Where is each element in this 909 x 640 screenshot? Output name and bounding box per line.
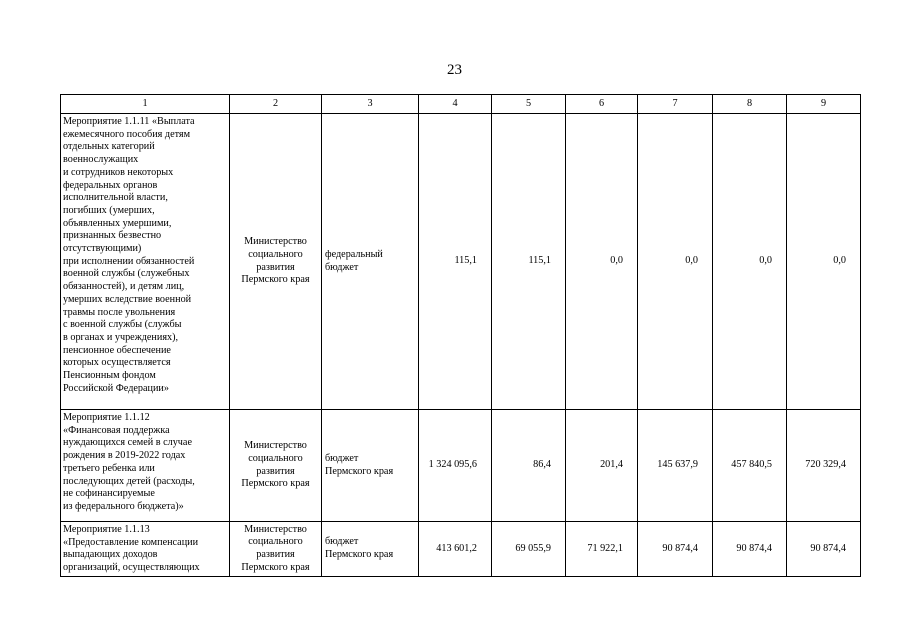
value-cell: 720 329,4 — [787, 410, 861, 522]
column-header: 1 — [61, 95, 230, 114]
page-number: 23 — [447, 62, 462, 78]
column-header: 9 — [787, 95, 861, 114]
value-cell: 0,0 — [638, 114, 713, 410]
value-cell: 69 055,9 — [492, 522, 566, 577]
column-header: 8 — [713, 95, 787, 114]
measure-cell: Мероприятие 1.1.11 «Выплата ежемесячного пособия детям отдельных категорий военнослужащих и сотрудников некоторых федеральных органов исполнительной власти, погибших (умерших, объявленных умершими, признанных безвестно отсутствующими) при исполнении обязанностей военной службы (служебных обязанностей), и детям лиц, умерших вследствие военной травмы после увольнения с военной службы (службы в органах и учреждениях), пенсионное обеспечение которых осуществляется Пенсионным фондом Российской Федерации» — [61, 114, 230, 410]
column-header: 5 — [492, 95, 566, 114]
table-row — [61, 114, 861, 410]
value-cell: 115,1 — [419, 114, 492, 410]
value-cell: 90 874,4 — [787, 522, 861, 577]
funding-source-cell: бюджет Пермского края — [322, 410, 419, 522]
column-header: 2 — [230, 95, 322, 114]
measure-cell: Мероприятие 1.1.12 «Финансовая поддержка нуждающихся семей в случае рождения в 2019-2022 годах третьего ребенка или последующих детей (расходы, не софинансируемые из федерального бюджета)» — [61, 410, 230, 522]
value-cell: 145 637,9 — [638, 410, 713, 522]
column-header: 3 — [322, 95, 419, 114]
value-cell: 0,0 — [787, 114, 861, 410]
funding-source-cell: федеральный бюджет — [322, 114, 419, 410]
table-row — [61, 522, 861, 577]
funding-source-cell: бюджет Пермского края — [322, 522, 419, 577]
executor-cell: Министерство социального развития Пермского края — [230, 410, 322, 522]
column-header: 4 — [419, 95, 492, 114]
value-cell: 90 874,4 — [638, 522, 713, 577]
measure-cell: Мероприятие 1.1.13 «Предоставление компенсации выпадающих доходов организаций, осуществляющих — [61, 522, 230, 577]
value-cell: 1 324 095,6 — [419, 410, 492, 522]
program-measures-table — [60, 94, 861, 577]
value-cell: 0,0 — [566, 114, 638, 410]
header-row — [61, 95, 861, 114]
column-header: 7 — [638, 95, 713, 114]
value-cell: 0,0 — [713, 114, 787, 410]
table-row — [61, 410, 861, 522]
executor-cell: Министерство социального развития Пермского края — [230, 522, 322, 577]
column-header: 6 — [566, 95, 638, 114]
executor-cell: Министерство социального развития Пермского края — [230, 114, 322, 410]
value-cell: 115,1 — [492, 114, 566, 410]
value-cell: 71 922,1 — [566, 522, 638, 577]
value-cell: 457 840,5 — [713, 410, 787, 522]
value-cell: 90 874,4 — [713, 522, 787, 577]
value-cell: 86,4 — [492, 410, 566, 522]
value-cell: 413 601,2 — [419, 522, 492, 577]
value-cell: 201,4 — [566, 410, 638, 522]
